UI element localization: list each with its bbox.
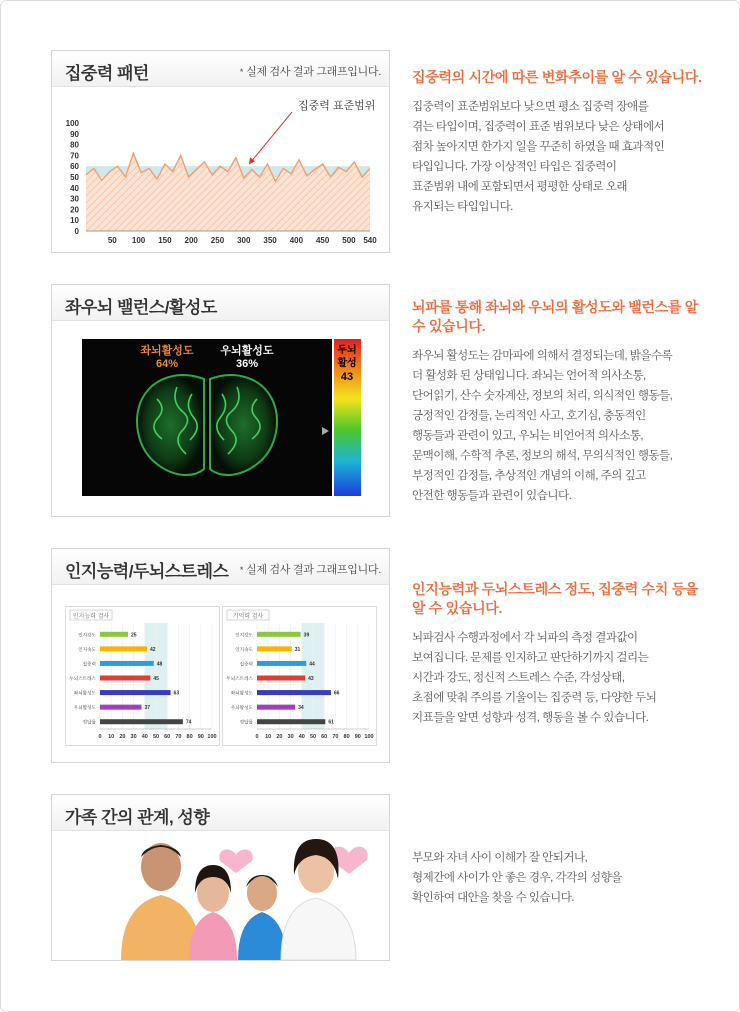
memory-bar-chart (222, 606, 377, 746)
body-line: 문맥이해, 수학적 추론, 정보의 해석, 무의식적인 행동들, (412, 450, 673, 462)
section2-description (412, 298, 702, 506)
note-text: 실제 검사 결과 그래프입니다. (246, 66, 381, 78)
x-tick-label: 300 (237, 236, 251, 245)
x-tick-label: 40 (141, 734, 148, 740)
body-line: 보여집니다. 문제를 인지하고 판단하기까지 걸리는 (412, 652, 649, 664)
bar (257, 646, 292, 651)
asterisk-icon: * (239, 67, 244, 77)
bar (257, 690, 331, 695)
body-line: 초점에 맞춰 주의를 기울이는 집중력 등, 다양한 두뇌 (412, 692, 657, 704)
body-line: 안전한 행동들과 관련이 있습니다. (412, 490, 572, 502)
body-line: 유지되는 타입입니다. (412, 201, 513, 213)
bar-value-label: 45 (153, 676, 159, 682)
category-label: 인지속도 (78, 646, 96, 652)
bar-value-label: 66 (333, 690, 340, 697)
category-label: 정답률 (82, 719, 96, 725)
y-tick-label: 100 (65, 119, 79, 128)
brain-background (82, 339, 332, 496)
bar-value-label: 39 (303, 632, 310, 639)
scale-label-bottom: 활성 (337, 358, 357, 369)
bar-value-label: 61 (328, 719, 334, 726)
standard-range-annotation: 집중력 표준범위 (298, 100, 376, 112)
body-line: 시간과 강도, 정신적 스트레스 수준, 각성상태, (412, 672, 625, 684)
y-tick-label: 70 (70, 151, 79, 161)
category-label: 정답률 (239, 719, 253, 725)
x-tick-label: 500 (342, 236, 356, 245)
category-label: 우뇌활성도 (73, 705, 96, 711)
card-note (240, 63, 381, 79)
x-tick-label: 540 (363, 236, 377, 245)
body-line: 지표들을 알면 성향과 성격, 행동을 볼 수 있습니다. (412, 712, 649, 724)
card-note (240, 561, 381, 577)
bar (100, 676, 150, 681)
category-label: 인지강도 (78, 632, 96, 638)
y-tick-label: 80 (70, 140, 79, 150)
category-label: 인지강도 (235, 632, 253, 638)
body-line: 부정적인 감정들, 추상적인 개념의 이해, 주의 깊고 (412, 470, 646, 482)
bar-value-label: 37 (144, 705, 151, 712)
body-line: 점차 높아지면 한가지 일을 꾸준히 하였을 때 효과적인 (412, 141, 665, 153)
card-header (52, 549, 389, 585)
body-line: 부모와 자녀 사이 이해가 잘 안되거나, (412, 852, 588, 864)
x-tick-label: 30 (287, 734, 294, 740)
x-tick-label: 400 (289, 236, 304, 245)
x-tick-label: 100 (364, 734, 374, 740)
x-tick-label: 100 (207, 734, 217, 740)
y-tick-label: 0 (74, 227, 79, 236)
right-brain-label: 우뇌활성도 (220, 345, 274, 357)
x-tick-label: 150 (158, 236, 172, 245)
family-photo (66, 835, 376, 960)
x-tick-label: 0 (255, 734, 259, 740)
bar (257, 661, 306, 666)
card-header (52, 795, 389, 831)
bar (100, 719, 183, 724)
x-tick-label: 60 (321, 734, 328, 740)
father-figure (121, 843, 201, 960)
bar-value-label: 25 (131, 632, 137, 639)
bar (100, 646, 147, 651)
body-line: 단어읽기, 산수 숫자계산, 정보의 처리, 의식적인 행동들, (412, 390, 673, 402)
right-brain-value: 36% (235, 358, 259, 370)
body-line: 표준범위 내에 포함되면서 평평한 상태로 오래 (412, 181, 628, 193)
x-tick-label: 50 (309, 734, 317, 740)
category-label: 우뇌활성도 (230, 705, 253, 711)
brain-activity-image (82, 339, 361, 496)
section4-body (412, 848, 702, 908)
section1-heading: 집중력의 시간에 따른 변화추이를 알 수 있습니다. (412, 69, 702, 85)
y-tick-label: 50 (70, 173, 79, 182)
y-tick-label: 20 (70, 205, 79, 215)
body-line: 더 활성화 된 상태입니다. 좌뇌는 언어적 의사소통, (412, 370, 646, 382)
bar-value-label: 42 (150, 646, 156, 653)
card-title: 인지능력/두뇌스트레스 (65, 562, 229, 581)
bar (257, 719, 325, 724)
body-line: 좌우뇌 활성도는 감마파에 의해서 결정되는데, 밝을수록 (412, 350, 673, 362)
section2-body (412, 346, 702, 506)
card-title: 좌우뇌 밸런스/활성도 (65, 298, 217, 317)
girl-figure (189, 865, 237, 960)
x-tick-label: 40 (298, 734, 305, 740)
note-text: 실제 검사 결과 그래프입니다. (246, 564, 381, 576)
section1-body (412, 97, 702, 217)
x-tick-label: 60 (164, 734, 171, 740)
category-label: 집중력 (82, 661, 96, 667)
bar-value-label: 34 (298, 705, 304, 712)
bar-value-label: 74 (185, 719, 192, 726)
category-label: 집중력 (239, 661, 253, 667)
category-label: 좌뇌활성도 (230, 690, 253, 696)
bar (257, 705, 295, 710)
bar (100, 705, 141, 710)
bar (100, 661, 154, 666)
body-line: 형제간에 사이가 안 좋은 경우, 각각의 성향을 (412, 872, 622, 884)
x-tick-label: 20 (276, 734, 283, 740)
concentration-line-chart (52, 88, 389, 253)
brain-balance-card (51, 284, 390, 517)
asterisk-icon: * (239, 565, 244, 575)
x-tick-label: 70 (175, 734, 182, 740)
x-tick-label: 90 (354, 734, 361, 740)
bar-value-label: 63 (173, 690, 180, 697)
x-tick-label: 50 (107, 236, 117, 245)
concentration-area (86, 153, 370, 231)
bar (257, 676, 305, 681)
body-line: 겪는 타입이며, 집중력이 표준 범위보다 낮은 상태에서 (412, 121, 665, 133)
body-line: 확인하여 대안을 찾을 수 있습니다. (412, 892, 574, 904)
card-header (52, 285, 389, 321)
cognition-stress-card (51, 548, 390, 763)
section3-description (412, 580, 702, 728)
card-title: 가족 간의 관계, 성향 (65, 808, 210, 827)
section1-description (412, 68, 702, 217)
x-tick-label: 200 (184, 236, 198, 245)
x-tick-label: 80 (186, 734, 193, 740)
bar (100, 632, 128, 637)
annotation-arrow (249, 112, 292, 164)
x-tick-label: 10 (108, 734, 115, 740)
family-relationship-card (51, 794, 390, 961)
x-tick-label: 100 (131, 236, 146, 245)
x-tick-label: 0 (98, 734, 102, 740)
category-label: 두뇌스트레스 (69, 676, 96, 681)
left-brain-value: 64% (155, 358, 179, 370)
concentration-pattern-card (51, 50, 390, 253)
bar (100, 690, 171, 695)
x-tick-label: 10 (265, 734, 272, 740)
bar-value-label: 31 (294, 646, 301, 653)
y-tick-label: 60 (70, 162, 79, 172)
x-tick-label: 450 (315, 236, 330, 245)
card-title: 집중력 패턴 (65, 64, 149, 83)
left-brain-label: 좌뇌활성도 (140, 345, 194, 357)
x-tick-label: 80 (343, 734, 350, 740)
section4-description (412, 848, 702, 908)
bar-value-label: 43 (308, 676, 314, 682)
card-header (52, 51, 389, 87)
category-label: 두뇌스트레스 (226, 676, 253, 681)
boy-figure (238, 875, 286, 960)
body-line: 타입입니다. 가장 이상적인 타입은 집중력이 (412, 161, 617, 173)
x-tick-label: 350 (263, 236, 277, 245)
chart-title: 인지능력 검사 (72, 614, 110, 620)
body-line: 뇌파검사 수행과정에서 각 뇌파의 측정 결과값이 (412, 632, 638, 644)
x-tick-label: 70 (332, 734, 339, 740)
body-line: 집중력이 표준범위보다 낮으면 평소 집중력 장애를 (412, 101, 649, 113)
bar-value-label: 44 (309, 661, 315, 668)
section2-heading: 뇌파를 통해 좌뇌와 우뇌의 활성도와 밸런스를 알 수 있습니다. (412, 299, 699, 334)
x-tick-label: 50 (152, 734, 160, 740)
y-tick-label: 40 (70, 183, 79, 193)
y-tick-label: 30 (70, 194, 79, 204)
category-label: 인지속도 (235, 646, 253, 652)
body-line: 긍정적인 감정들, 논리적인 사고, 호기심, 충동적인 (412, 410, 646, 422)
chart-title: 기억력 검사 (232, 614, 264, 620)
body-line: 행동들과 관련이 있고, 우뇌는 비언어적 의사소통, (412, 430, 644, 442)
scale-label-top: 두뇌 (337, 345, 357, 356)
x-tick-label: 90 (197, 734, 204, 740)
x-tick-label: 250 (210, 236, 225, 245)
y-tick-label: 10 (70, 216, 79, 226)
bar-value-label: 48 (156, 661, 163, 668)
category-label: 좌뇌활성도 (73, 690, 96, 696)
x-tick-label: 30 (130, 734, 137, 740)
bar (257, 632, 301, 637)
x-tick-label: 20 (119, 734, 126, 740)
scale-value: 43 (340, 371, 354, 383)
section3-heading: 인지능력과 두뇌스트레스 정도, 집중력 수치 등을 알 수 있습니다. (412, 581, 699, 616)
cognition-bar-chart (65, 606, 220, 746)
section3-body (412, 628, 702, 728)
y-tick-label: 90 (70, 129, 79, 139)
